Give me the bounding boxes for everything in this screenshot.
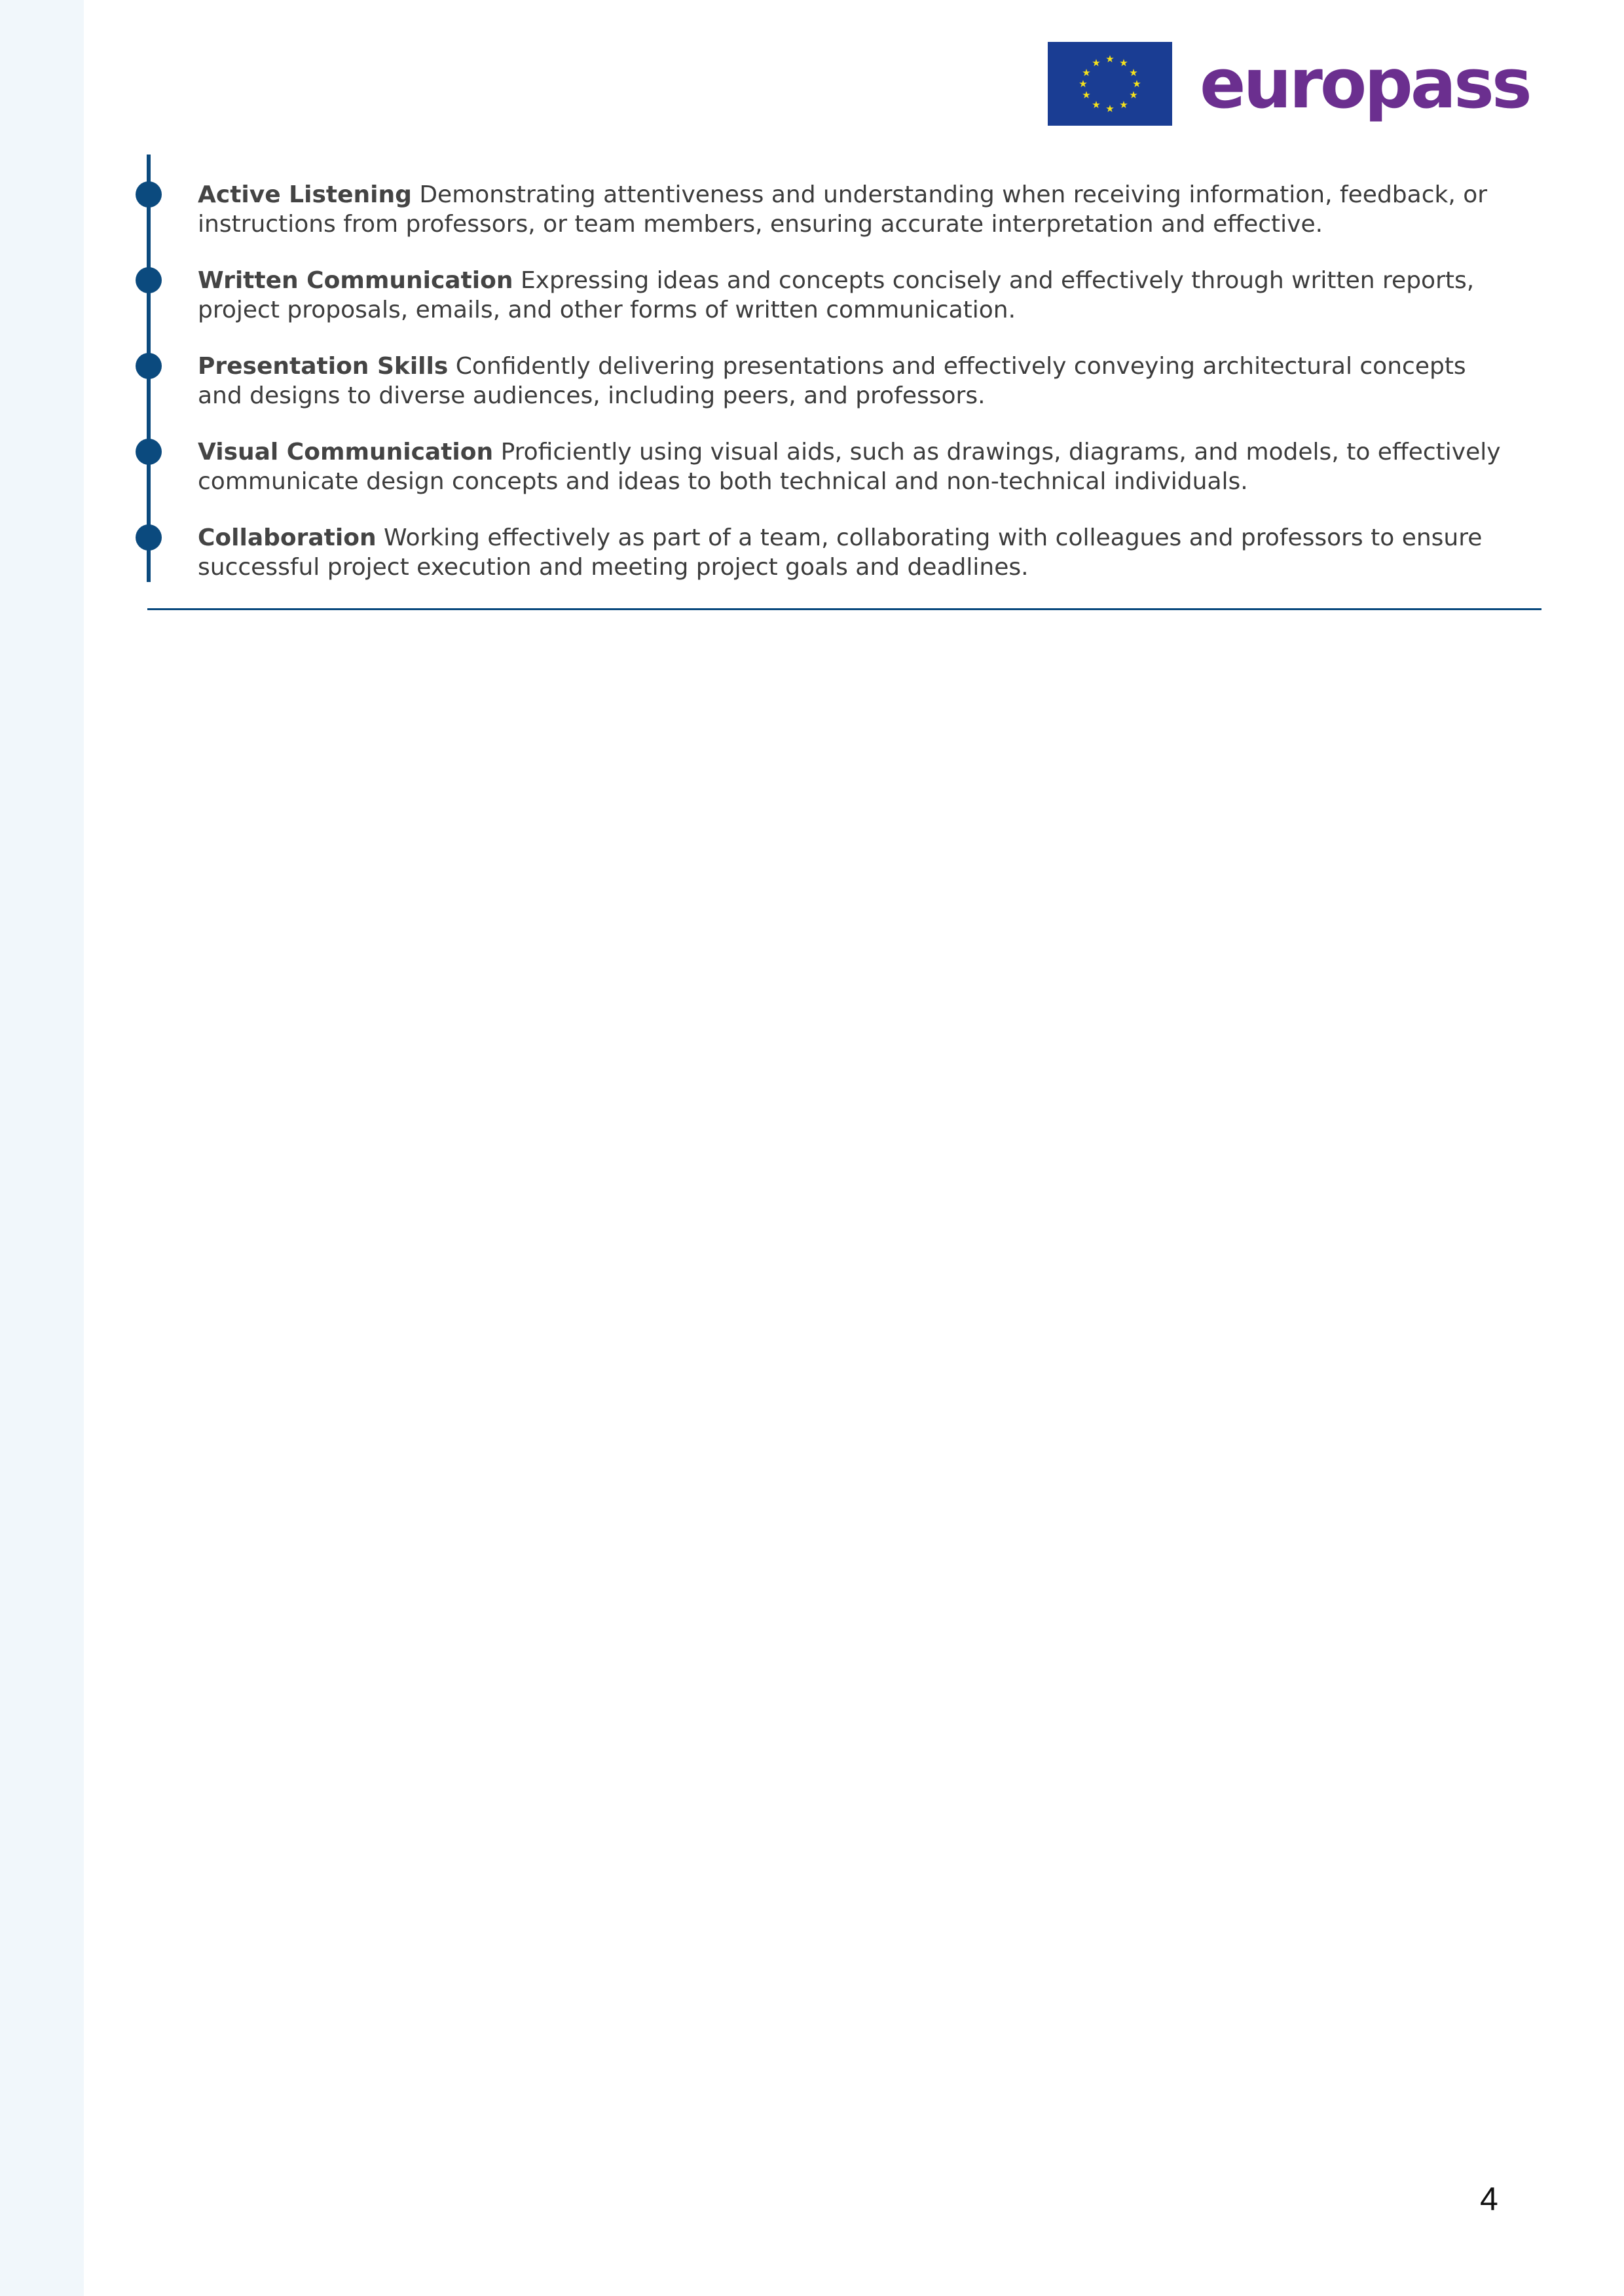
svg-text:★: ★: [1092, 57, 1101, 69]
svg-text:★: ★: [1132, 78, 1141, 90]
section-divider: [147, 608, 1541, 610]
svg-text:★: ★: [1129, 89, 1138, 101]
svg-text:★: ★: [1092, 99, 1101, 111]
svg-text:★: ★: [1105, 53, 1115, 65]
europass-wordmark: europass: [1200, 44, 1530, 124]
svg-text:★: ★: [1105, 103, 1115, 115]
skill-name: Written Communication: [198, 267, 513, 294]
skill-item-collaboration: [198, 523, 1514, 582]
skill-description: Demonstrating attentiveness and understanding when receiving information, feedback, or instructions from professors, or team members, ensuring accurate interpretation and effective.: [198, 181, 1488, 238]
skill-name: Collaboration: [198, 524, 377, 551]
skill-item-visual-communication: [198, 437, 1514, 496]
svg-text:★: ★: [1082, 67, 1091, 79]
timeline-dot: [136, 267, 162, 293]
europass-logo: [1048, 42, 1530, 126]
skill-name: Visual Communication: [198, 439, 494, 465]
skill-item-written-communication: [198, 266, 1514, 325]
left-side-band: [0, 0, 84, 2296]
skill-name: Presentation Skills: [198, 353, 449, 380]
skill-description: Expressing ideas and concepts concisely and effectively through written reports, project proposals, emails, and other forms of written communication.: [198, 267, 1475, 323]
svg-text:★: ★: [1129, 67, 1138, 79]
skill-item-presentation-skills: [198, 352, 1514, 410]
skill-description: Working effectively as part of a team, collaborating with colleagues and professors to ensure successful project execution and meeting project goals and deadlines.: [198, 524, 1483, 581]
page-number: 4: [1480, 2181, 1498, 2217]
skill-description: Proficiently using visual aids, such as drawings, diagrams, and models, to effectively communicate design concepts and ideas to both technical and non-technical individuals.: [198, 439, 1501, 495]
eu-flag-icon: [1048, 42, 1172, 126]
timeline-dot: [136, 181, 162, 208]
timeline-dot: [136, 439, 162, 465]
skill-description: Confidently delivering presentations and effectively conveying architectural concepts and designs to diverse audiences, including peers, and professors.: [198, 353, 1466, 409]
svg-text:★: ★: [1119, 57, 1128, 69]
skill-item-active-listening: [198, 180, 1514, 239]
svg-text:★: ★: [1119, 99, 1128, 111]
timeline-dot: [136, 524, 162, 551]
skill-name: Active Listening: [198, 181, 412, 208]
svg-text:★: ★: [1082, 89, 1091, 101]
timeline-dot: [136, 353, 162, 379]
svg-text:★: ★: [1079, 78, 1088, 90]
